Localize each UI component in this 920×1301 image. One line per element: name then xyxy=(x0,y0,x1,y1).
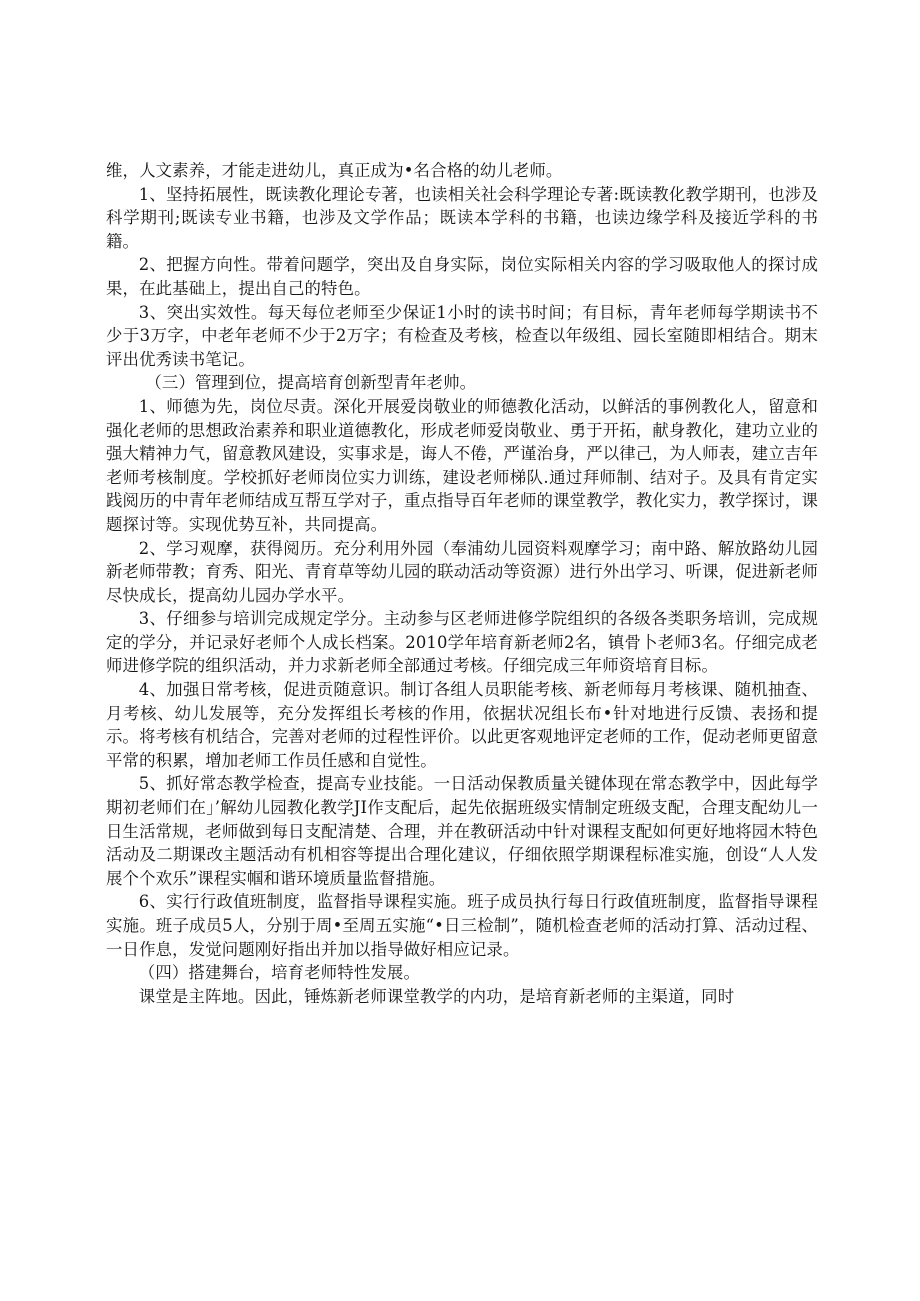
paragraph-item-1-teacher-ethics: 1、师德为先，岗位尽责。深化开展爱岗敬业的师德教化活动，以鲜活的事例教化人，留意和强化老师的思想政治素养和职业道德教化，形成老师爱岗敬业、勇于开拓，献身教化，建功立业的强大精神力气，留意教风建设，实事求是，诲人不倦，严谨治身，严以律己，为人师表，建立吉年老师考核制度。学校抓好老师岗位实力训练，建设老师梯队.通过拜师制、结对子。及具有肯定实践阅历的中青年老师结成互帮互学对子，重点指导百年老师的课堂教学，教化实力，教学探讨，课题探讨等。实现优势互补，共同提高。 xyxy=(106,396,818,534)
paragraph-item-4-assessment: 4、加强日常考核，促进贡随意识。制订各组人员职能考核、新老师每月考核课、随机抽查、月考核、幼儿发展等，充分发挥组长考核的作用，依据状况组长布•针对地进行反馈、表扬和提示。将考核有机结合，完善对老师的过程性评价。以此更客观地评定老师的工作，促动老师更留意平常的积累，增加老师工作员任感和自觉性。 xyxy=(106,680,818,770)
paragraph-item-3-training: 3、仔细参与培训完成规定学分。主动参与区老师进修学院组织的各级各类职务培训，完成规定的学分，并记录好老师个人成长档案。2010学年培育新老师2名，镇骨卜老师3名。仔细完成老师进修学院的组织活动，并力求新老师全部通过考核。仔细完成三年师资培育目标。 xyxy=(106,609,818,676)
section-heading-3: （三）管理到位，提高培育创新型青年老帅。 xyxy=(145,373,477,393)
paragraph-item-2-observation: 2、学习观摩，获得阅历。充分利用外园（奉浦幼儿园资料观摩学习；南中路、解放路幼儿园新老师带教；育秀、阳光、青育草等幼儿园的联动活动等资源）进行外出学习、听课，促进新老师尽快成长，提高幼儿园办学水平。 xyxy=(106,538,818,605)
section-heading-4: （四）搭建舞台，培育老师特性发展。 xyxy=(138,963,420,983)
paragraph-item-3-effectiveness: 3、突出实效性。每天每位老师至少保证1小时的读书时间；有目标，青年老师每学期读书不少于3万字，中老年老师不少于2万字；有检查及考核，检查以年级组、园长室随即相结合。期末评出优秀读书笔记。 xyxy=(106,302,818,369)
paragraph-item-2-direction: 2、把握方向性。带着问题学，突出及自身实际，岗位实际相关内容的学习吸取他人的探讨成果，在此基础上，提出自己的特色。 xyxy=(106,255,818,298)
paragraph-classroom: 课堂是主阵地。因此，锤炼新老师课堂教学的内功，是培育新老师的主渠道，同时 xyxy=(138,986,735,1006)
paragraph-item-6-duty-system: 6、实行行政值班制度，监督指导课程实施。班子成员执行每日行政值班制度，监督指导课程实施。班子成员5人，分别于周•至周五实施“•日三检制”，随机检查老师的活动打算、活动过程、一日作息，发觉问题刚好指出并加以指导做好相应记录。 xyxy=(106,892,818,959)
paragraph-item-1-expansive-reading: 1、坚持拓展性，既读教化理论专著，也读相关社会科学理论专著:既读教化教学期刊，也涉及科学期刊;既读专业书籍，也涉及文学作品；既读本学科的书籍，也读边缘学科及接近学科的书籍。 xyxy=(106,184,818,251)
document-body xyxy=(106,159,818,1008)
paragraph-item-5-teaching-inspection: 5、抓好常态教学检查，提高专业技能。一日活动保教质量关键体现在常态教学中，因此每学期初老师们在」’解幼儿园教化教学JI作支配后，起先依据班级实情制定班级支配，合理支配幼儿一日生活常规，老师做到每日支配清楚、合理，并在教研活动中针对课程支配如何更好地将园木特色活动及二期课改主题活动有机相容等提出合理化建议，仔细依照学期课程标准实施，创设“人人发展个个欢乐”课程实帼和谐环境质量监督措施。 xyxy=(106,774,818,888)
paragraph-continuation: 维，人文素养，才能走进幼儿，真正成为•名合格的幼儿老师。 xyxy=(106,161,563,180)
